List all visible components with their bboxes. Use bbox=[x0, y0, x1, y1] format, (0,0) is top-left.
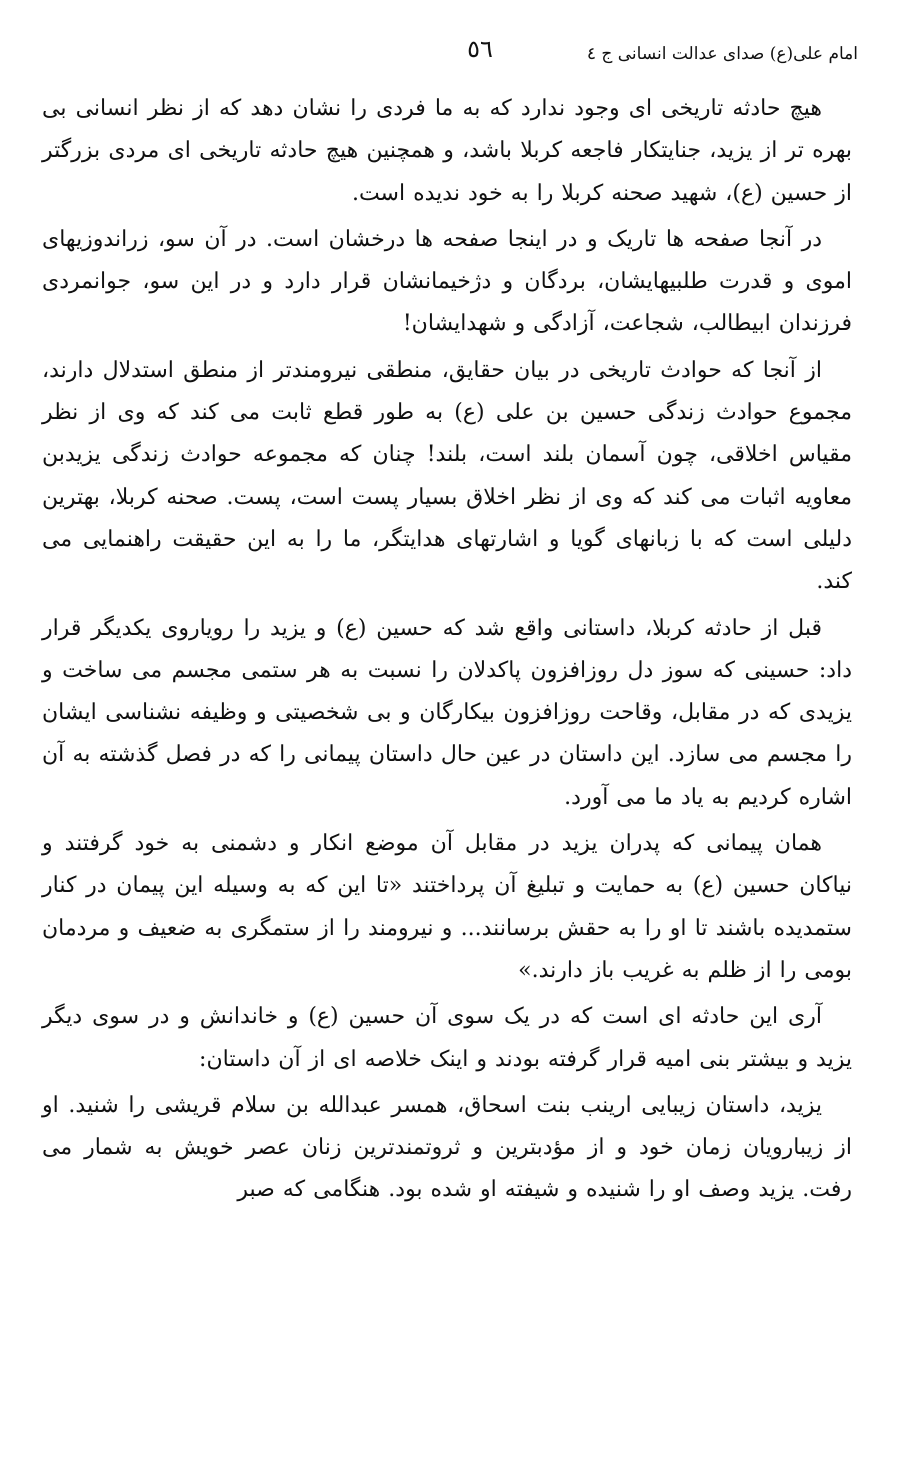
paragraph: قبل از حادثه کربلا، داستانی واقع شد که حسین (ع) و یزید را رویاروی یکدیگر قرار داد: حسینی که سوز دل روزافزون پاکدلان را نسبت به هر ستمی مجسم می ساخت و یزیدی که در مقابل، وقاحت روزافزون بیکارگان و بی شخصیتی و وظیفه نشناسی ایشان را مجسم می سازد. این داستان در عین حال داستان پیمانی را که در فصل گذشته به آن اشاره کردیم به یاد ما می آورد. bbox=[42, 615, 852, 810]
paragraph: یزید، داستان زیبایی ارینب بنت اسحاق، همسر عبدالله بن سلام قریشی را شنید. او از زیبارویان زمان خود و از مؤدبترین و ثروتمندترین زنان عصر خویش به شمار می رفت. یزید وصف او را شنیده و شیفته او شده بود. هنگامی که صبر bbox=[42, 1092, 852, 1203]
running-title: امام علی(ع) صدای عدالت انسانی ج ٤ bbox=[586, 44, 858, 64]
paragraph: هیچ حادثه تاریخی ای وجود ندارد که به ما فردی را نشان دهد که از نظر انسانی بی بهره تر از یزید، جنایتکار فاجعه کربلا باشد، و همچنین هیچ حادثه تاریخی ای مردی بزرگتر از حسین (ع)، شهید صحنه کربلا را به خود ندیده است. bbox=[42, 96, 852, 206]
paragraph: در آنجا صفحه ها تاریک و در اینجا صفحه ها درخشان است. در آن سو، زراندوزیهای اموی و قدرت طلبیهایشان، بردگان و دژخیمانشان قرار دارد و در این سو، جوانمردی فرزندان ابیطالب، شجاعت، آزادگی و شهدایشان! bbox=[42, 226, 852, 337]
paragraph: همان پیمانی که پدران یزید در مقابل آن موضع انکار و دشمنی به خود گرفتند و نیاکان حسین (ع) به حمایت و تبلیغ آن پرداختند «تا این که به وسیله این پیمان در کنار ستمدیده باشند تا او را به حقش برسانند... و نیرومند را از ستمگری به ضعیف و مردمان بومی را از ظلم به غریب باز دارند.» bbox=[42, 831, 852, 983]
paragraph: آری این حادثه ای است که در یک سوی آن حسین (ع) و خاندانش و در سوی دیگر یزید و بیشتر بنی امیه قرار گرفته بودند و اینک خلاصه ای از آن داستان: bbox=[42, 1004, 852, 1072]
body-text bbox=[42, 88, 852, 1216]
page-number: ٥٦ bbox=[467, 35, 493, 63]
page-header bbox=[40, 34, 858, 74]
paragraph: از آنجا که حوادث تاریخی در بیان حقایق، منطقی نیرومندتر از منطق استدلال دارند، مجموع حوادث زندگی حسین بن علی (ع) به طور قطع ثابت می کند که وی از نظر مقیاس اخلاقی، چون آسمان بلند است، بلند! چنان که مجموعه حوادث زندگی یزیدبن معاویه اثبات می کند که وی از نظر اخلاق بسیار پست است، پست. صحنه کربلا، بهترین دلیلی است که با زبانهای گویا و اشارتهای هدایتگر، ما را به این حقیقت راهنمایی می کند. bbox=[42, 357, 852, 595]
